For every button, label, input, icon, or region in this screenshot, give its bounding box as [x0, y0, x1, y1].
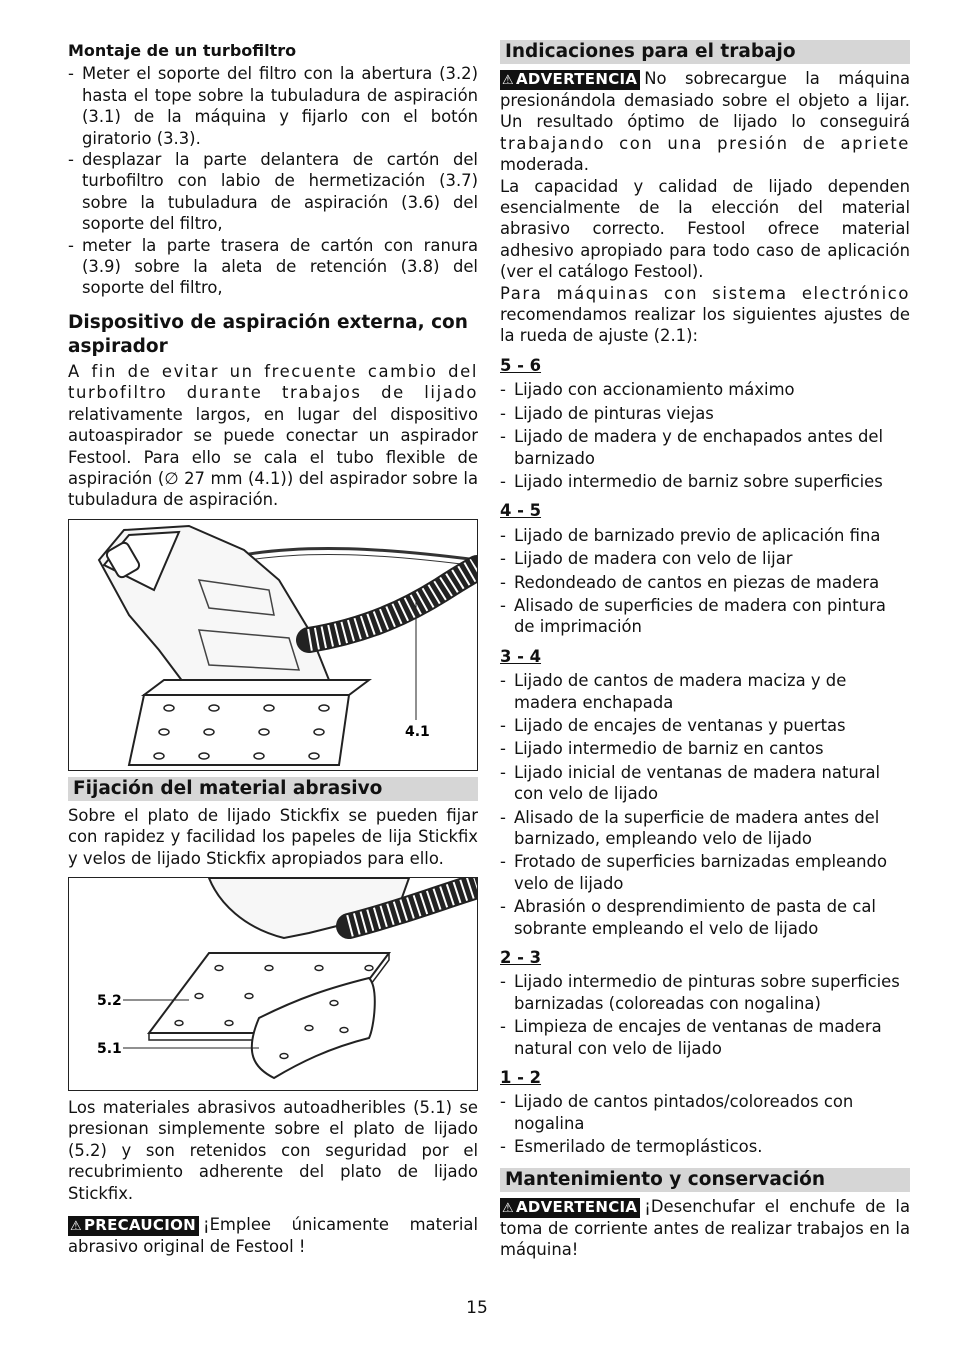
stickfix-figure	[68, 877, 478, 1091]
maquinas-text: recomendamos realizar los siguientes ajustes de la rueda de ajuste (2.1):	[500, 305, 910, 346]
precaucion-text: ¡Emplee únicamente material abrasivo original de Festool !	[68, 1214, 478, 1256]
list-item: - Lijado intermedio de barniz sobre superficies	[500, 471, 910, 492]
page-number: 15	[466, 1298, 488, 1318]
right-column	[500, 40, 910, 1261]
montaje-item: - Meter el soporte del filtro con la abertura (3.2) hasta el tope sobre la tubuladura de aspiración (3.1) de la máquina y fijarlo con el botón giratorio (3.3).	[68, 63, 478, 149]
advertencia2-text: ¡Desenchufar el enchufe de la toma de corriente antes de realizar trabajos en la máquina!	[500, 1196, 910, 1260]
range-list	[500, 1091, 910, 1157]
advertencia1-end: moderada.	[500, 155, 589, 175]
advertencia2-paragraph	[500, 1196, 910, 1261]
list-item: - Abrasión o desprendimiento de pasta de cal sobrante empleando el velo de lijado	[500, 896, 910, 939]
capacidad-paragraph: La capacidad y calidad de lijado dependen esencialmente de la elección del material abrasivo correcto. Festool ofrece material adhesivo apropiado para todo caso de aplicación (ver el catálogo Festool).	[500, 176, 910, 282]
warning-triangle-icon: ⚠	[502, 73, 514, 88]
list-item: - Lijado de madera y de enchapados antes del barnizado	[500, 426, 910, 469]
sander-hose-illustration	[69, 520, 477, 770]
warning-triangle-icon: ⚠	[70, 1218, 82, 1234]
materiales-paragraph: Los materiales abrasivos autoadheribles (5.1) se presionan simplemente sobre el plato de lijado (5.2) y son retenidos con seguridad por el recubrimiento adherente del plato de lijado Stickfix.	[68, 1097, 478, 1203]
advertencia-badge-label: ADVERTENCIA	[515, 70, 638, 88]
dispositivo-heading: Dispositivo de aspiración externa, con aspirador	[68, 311, 468, 357]
list-item: - Redondeado de cantos en piezas de madera	[500, 572, 910, 593]
list-item: - Lijado de cantos pintados/coloreados con nogalina	[500, 1091, 910, 1134]
stickfix-illustration	[69, 878, 477, 1090]
range-heading: 4 - 5	[500, 501, 542, 521]
list-item: - Lijado de barnizado previo de aplicación fina	[500, 525, 910, 546]
advertencia1-spaced: trabajando con una presión de apriete	[500, 133, 910, 153]
dispositivo-paragraph	[68, 361, 478, 511]
warning-triangle-icon: ⚠	[502, 1200, 514, 1216]
range-list	[500, 525, 910, 638]
mantenimiento-heading: Mantenimiento y conservación	[500, 1168, 910, 1192]
list-item: - Lijado de pinturas viejas	[500, 403, 910, 424]
list-item: - Lijado de madera con velo de lijar	[500, 548, 910, 569]
fig2-label-plate: 5.2	[97, 992, 122, 1009]
montaje-item: - desplazar la parte delantera de cartón del turbofiltro con labio de hermetización (3.7) sobre la tubuladura de aspiración (3.6) del soporte del filtro,	[68, 149, 478, 235]
range-heading: 3 - 4	[500, 646, 542, 666]
dispositivo-text: relativamente largos, en lugar del dispositivo autoaspirador se puede conectar un aspirador Festool. Para ello se cala el tubo flexible de aspiración (∅ 27 mm (4.1)) del aspirador sobre la tubuladura de aspiración.	[68, 404, 478, 510]
range-list	[500, 971, 910, 1059]
sander-hose-figure	[68, 519, 478, 771]
indicaciones-heading: Indicaciones para el trabajo	[500, 40, 910, 64]
advertencia-badge	[500, 1198, 640, 1218]
list-item: - Frotado de superficies barnizadas empleando velo de lijado	[500, 851, 910, 894]
advertencia-badge-label: ADVERTENCIA	[515, 1197, 638, 1216]
list-item: - Lijado de cantos de madera maciza y de madera enchapada	[500, 670, 910, 713]
fig2-label-abrasive: 5.1	[97, 1040, 122, 1057]
maquinas-paragraph	[500, 283, 910, 347]
left-column	[68, 40, 478, 1257]
fig1-label: 4.1	[405, 723, 430, 740]
range-heading: 2 - 3	[500, 948, 542, 968]
list-item: - Lijado intermedio de barniz en cantos	[500, 738, 910, 759]
montaje-item: - meter la parte trasera de cartón con ranura (3.9) sobre la aleta de retención (3.8) del soporte del filtro,	[68, 235, 478, 299]
maquinas-spaced: Para máquinas con sistema electrónico	[500, 283, 910, 303]
setting-ranges	[500, 355, 910, 1158]
list-item: - Alisado de la superficie de madera antes del barnizado, empleando velo de lijado	[500, 807, 910, 850]
montaje-heading: Montaje de un turbofiltro	[68, 41, 297, 60]
range-list	[500, 379, 910, 492]
list-item: - Esmerilado de termoplásticos.	[500, 1136, 910, 1157]
range-list	[500, 670, 910, 939]
dispositivo-text-spaced: A fin de evitar un frecuente cambio del turbofiltro durante trabajos de lijado	[68, 361, 478, 403]
precaucion-badge-label: PRECAUCION	[83, 1215, 196, 1234]
list-item: - Lijado intermedio de pinturas sobre superficies barnizadas (coloreadas con nogalina)	[500, 971, 910, 1014]
list-item: - Lijado inicial de ventanas de madera natural con velo de lijado	[500, 762, 910, 805]
advertencia-badge	[500, 70, 640, 90]
precaucion-paragraph	[68, 1214, 478, 1257]
fijacion-paragraph: Sobre el plato de lijado Stickfix se pueden fijar con rapidez y facilidad los papeles de lija Stickfix y velos de lijado Stickfix apropiados para ello.	[68, 805, 478, 868]
range-heading: 1 - 2	[500, 1068, 542, 1088]
list-item: - Limpieza de encajes de ventanas de madera natural con velo de lijado	[500, 1016, 910, 1059]
list-item: - Lijado con accionamiento máximo	[500, 379, 910, 400]
list-item: - Lijado de encajes de ventanas y puertas	[500, 715, 910, 736]
precaucion-badge	[68, 1216, 199, 1236]
advertencia1-text: No sobrecargue la máquina presionándola demasiado sobre el objeto a lijar. Un resultado óptimo de lijado lo conseguirá	[500, 69, 910, 132]
list-item: - Alisado de superficies de madera con pintura de imprimación	[500, 595, 910, 638]
fijacion-heading: Fijación del material abrasivo	[68, 777, 478, 801]
advertencia1-paragraph	[500, 68, 910, 176]
range-heading: 5 - 6	[500, 355, 542, 375]
